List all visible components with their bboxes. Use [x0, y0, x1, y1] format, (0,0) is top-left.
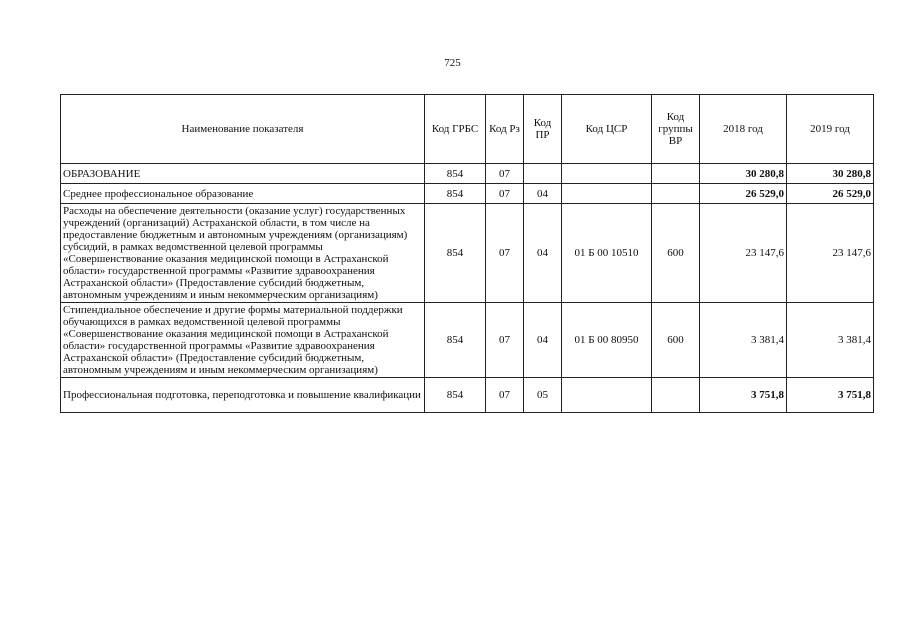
row-pr: 04	[524, 303, 562, 378]
row-pr: 04	[524, 184, 562, 204]
budget-table	[60, 94, 874, 413]
table-row	[61, 184, 874, 204]
table-row	[61, 378, 874, 413]
row-vr	[652, 378, 700, 413]
page-number: 725	[444, 57, 461, 69]
row-name: Стипендиальное обеспечение и другие формы материальной поддержки обучающихся в рамках ведомственной целевой программы «Совершенствование оказания медицинской помощи в Астраханской области» государственной программы «Развитие здравоохранения Астраханской области» (Предоставление субсидий бюджетным, автономным учреждениям и иным некоммерческим организациям)	[61, 303, 425, 378]
row-2018: 3 381,4	[700, 303, 787, 378]
row-2018: 26 529,0	[700, 184, 787, 204]
row-2018: 3 751,8	[700, 378, 787, 413]
row-pr	[524, 164, 562, 184]
row-2019: 30 280,8	[787, 164, 874, 184]
row-csr: 01 Б 00 10510	[562, 204, 652, 303]
table-row	[61, 204, 874, 303]
row-csr	[562, 378, 652, 413]
row-rz: 07	[486, 204, 524, 303]
row-2018: 30 280,8	[700, 164, 787, 184]
table-row	[61, 164, 874, 184]
row-pr: 04	[524, 204, 562, 303]
row-2019: 26 529,0	[787, 184, 874, 204]
row-rz: 07	[486, 184, 524, 204]
row-vr: 600	[652, 303, 700, 378]
header-2018: 2018 год	[700, 95, 787, 164]
row-vr: 600	[652, 204, 700, 303]
header-csr: Код ЦСР	[562, 95, 652, 164]
row-rz: 07	[486, 378, 524, 413]
row-rz: 07	[486, 164, 524, 184]
header-vr: Код группы ВР	[652, 95, 700, 164]
header-name: Наименование показателя	[61, 95, 425, 164]
row-rz: 07	[486, 303, 524, 378]
row-name: Профессиональная подготовка, переподготовка и повышение квалификации	[61, 378, 425, 413]
row-name: Расходы на обеспечение деятельности (оказание услуг) государственных учреждений (организаций) Астраханской области, в том числе на предоставление бюджетным и автономным учреждениям (организациям) субсидий, в рамках ведомственной целевой программы «Совершенствование оказания медицинской помощи в Астраханской области» государственной программы «Развитие здравоохранения Астраханской области» (Предоставление субсидий бюджетным, автономным учреждениям и иным некоммерческим организациям)	[61, 204, 425, 303]
row-2019: 3 751,8	[787, 378, 874, 413]
row-grbs: 854	[425, 303, 486, 378]
row-csr	[562, 164, 652, 184]
row-2019: 3 381,4	[787, 303, 874, 378]
row-pr: 05	[524, 378, 562, 413]
row-grbs: 854	[425, 184, 486, 204]
row-vr	[652, 164, 700, 184]
row-name: ОБРАЗОВАНИЕ	[61, 164, 425, 184]
row-csr: 01 Б 00 80950	[562, 303, 652, 378]
row-grbs: 854	[425, 378, 486, 413]
row-name: Среднее профессиональное образование	[61, 184, 425, 204]
row-2019: 23 147,6	[787, 204, 874, 303]
table-header-row	[61, 95, 874, 164]
row-vr	[652, 184, 700, 204]
table-row	[61, 303, 874, 378]
row-grbs: 854	[425, 164, 486, 184]
row-grbs: 854	[425, 204, 486, 303]
header-pr: Код ПР	[524, 95, 562, 164]
header-grbs: Код ГРБС	[425, 95, 486, 164]
header-2019: 2019 год	[787, 95, 874, 164]
header-rz: Код Рз	[486, 95, 524, 164]
row-2018: 23 147,6	[700, 204, 787, 303]
row-csr	[562, 184, 652, 204]
